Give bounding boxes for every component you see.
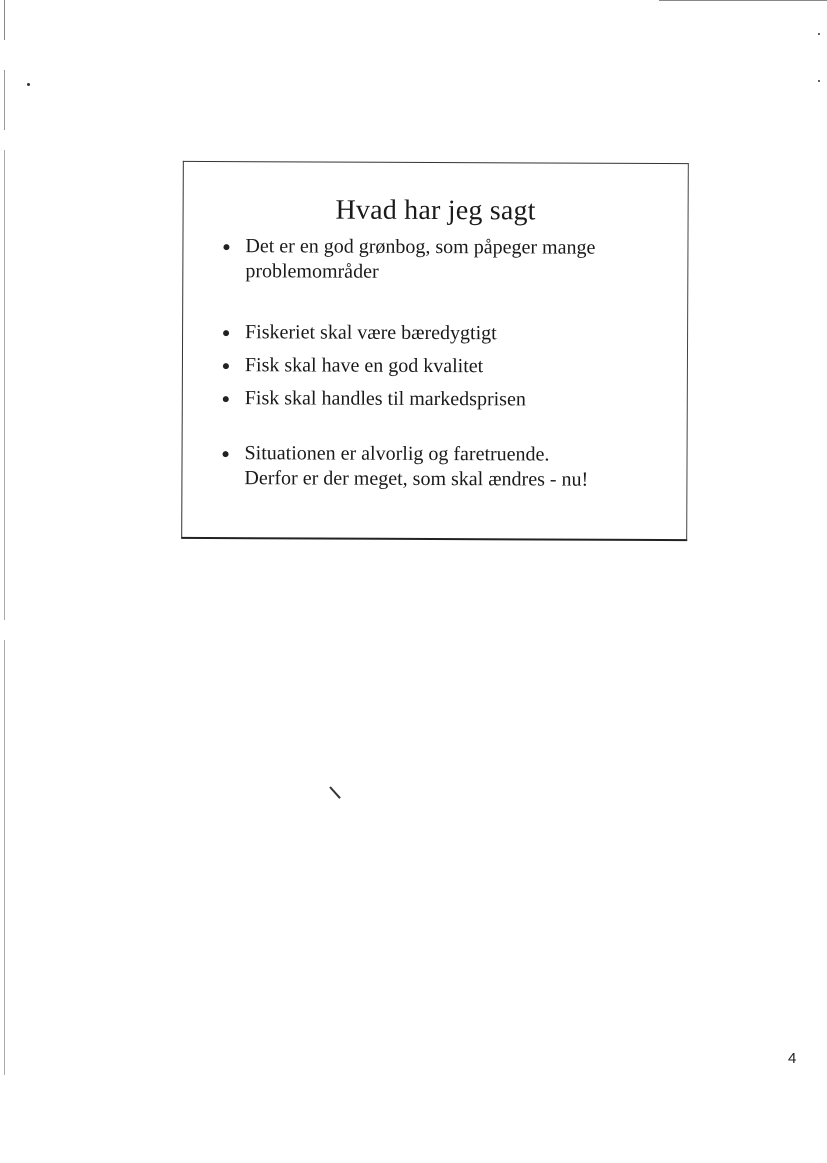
bullet-item-quality <box>221 353 661 380</box>
bullet-dot-icon <box>223 330 229 336</box>
scan-stroke-mark <box>329 786 341 798</box>
bullet-item-green-paper <box>221 234 661 286</box>
bullet-item-sustainable <box>221 320 661 347</box>
bullet-text: Fiskeriet skal være bæredygtigt <box>245 321 497 345</box>
bullet-dot-icon <box>223 363 229 369</box>
scan-edge-line <box>4 0 5 1075</box>
bullet-text: Situationen er alvorlig og faretruende. <box>244 442 550 466</box>
bullet-text-continued: Derfor er der meget, som skal ændres - nu! <box>244 467 589 491</box>
bullet-dot-icon <box>223 244 229 250</box>
scan-speck <box>27 83 30 86</box>
bullet-item-market-price <box>221 386 661 413</box>
bullet-item-situation <box>220 441 660 493</box>
page-number: 4 <box>788 1050 797 1067</box>
scan-top-line <box>659 0 827 1</box>
bullet-text-continued: problemområder <box>245 260 379 283</box>
slide-title: Hvad har jeg sagt <box>335 194 536 227</box>
bullet-text: Fisk skal have en god kvalitet <box>244 354 484 378</box>
slide-frame <box>181 161 689 541</box>
bullet-dot-icon <box>223 396 229 402</box>
bullet-text: Det er en god grønbog, som påpeger mange <box>245 235 596 259</box>
bullet-text: Fisk skal handles til markedsprisen <box>244 387 526 411</box>
scan-speck <box>818 33 820 35</box>
bullet-list <box>220 234 661 501</box>
bullet-dot-icon <box>223 451 229 457</box>
scan-speck <box>818 80 820 82</box>
